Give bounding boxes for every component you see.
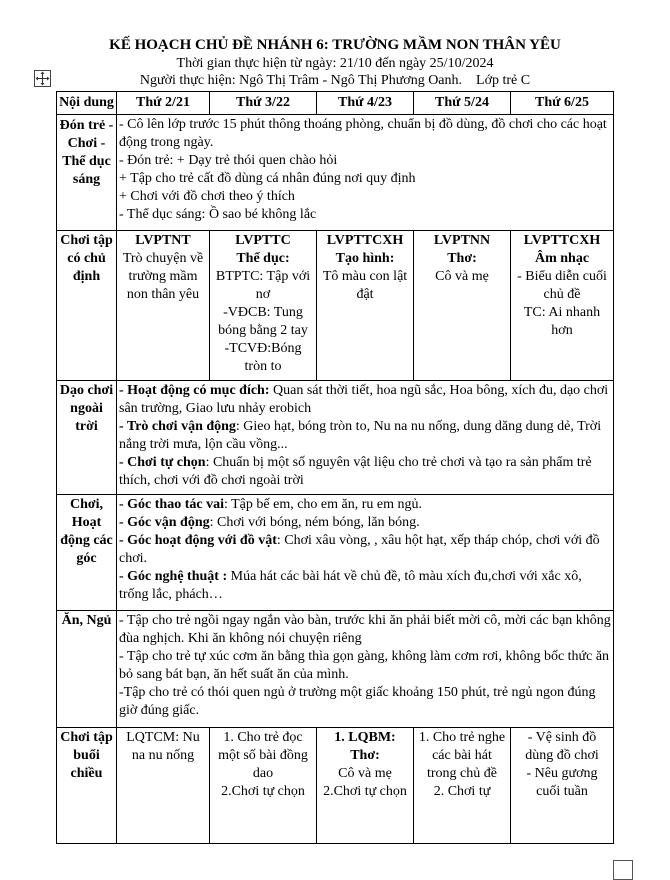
table-cell <box>117 495 614 611</box>
column-header: Thứ 3/22 <box>210 92 317 115</box>
table-cell <box>414 728 511 844</box>
item-text: Quan sát thời tiết, hoa ngũ sắc, Hoa bông, xích đu, dạo chơi sân trường, Giao lưu nhảy erobich <box>119 383 609 416</box>
row-label: Dạo chơi ngoài trời <box>57 381 117 495</box>
text-line: - Tập cho trẻ tự xúc cơm ăn bằng thìa gọn gàng, không làm cơm rơi, không bốc thức ăn bỏ sang bát bạn, ăn hết suất ăn của mình. <box>119 649 610 682</box>
text-line: TC: Ai nhanh hơn <box>523 305 601 338</box>
text-line <box>119 496 611 514</box>
text-line: - Nêu gương cuối tuần <box>526 766 598 799</box>
class-name: Lớp trẻ C <box>476 73 531 88</box>
text-line: + Tập cho trẻ cất đồ dùng cá nhân đúng nơi quy định <box>119 171 416 186</box>
text-line: -Tập cho trẻ có thói quen ngủ ở trường một giấc khoảng 150 phút, trẻ ngủ ngon đúng giờ đúng giấc. <box>119 685 596 718</box>
item-text: : Chơi xâu vòng, , xâu hột hạt, xếp tháp chóp, chơi với đồ chơi. <box>119 533 600 566</box>
table-cell <box>317 728 414 844</box>
item-heading: - Góc nghệ thuật : <box>119 569 228 584</box>
table-row <box>57 231 614 381</box>
text-line: Trò chuyện về trường mầm non thân yêu <box>122 251 204 302</box>
table-cell <box>414 231 511 381</box>
text-line <box>119 532 611 568</box>
item-heading: - Chơi tự chọn <box>119 455 206 470</box>
text-line: -TCVĐ:Bóng tròn to <box>224 341 302 374</box>
text-line: - Cô lên lớp trước 15 phút thông thoáng phòng, chuẩn bị đồ dùng, đồ chơi cho các hoạt động trong ngày. <box>119 117 607 150</box>
text-line <box>119 454 611 490</box>
page-title: KẾ HOẠCH CHỦ ĐỀ NHÁNH 6: TRƯỜNG MẦM NON THÂN YÊU <box>109 37 561 53</box>
text-line <box>119 514 611 532</box>
row-label: Chơi, Hoạt động các góc <box>57 495 117 611</box>
area-label: LVPTNN <box>433 233 491 248</box>
text-line: - Tập cho trẻ ngồi ngay ngắn vào bàn, trước khi ăn phải biết mời cô, mời các bạn không đùa nghịch. Khi ăn không nói chuyện riêng <box>119 613 611 646</box>
text-line: - Đón trẻ: + Dạy trẻ thói quen chào hỏi <box>119 153 338 168</box>
text-line: BTPTC: Tập với nơ <box>215 269 311 302</box>
text-line: Cô và mẹ <box>435 269 489 284</box>
column-header: Thứ 6/25 <box>511 92 614 115</box>
row-label: Đón trẻ - Chơi - Thể dục sáng <box>57 115 117 231</box>
text-line: 1. Cho trẻ đọc một số bài đồng dao <box>218 730 308 781</box>
item-heading: - Góc vận động <box>119 515 210 530</box>
subtitle: Thể dục: <box>236 251 290 266</box>
item-heading: - Hoạt động có mục đích: <box>119 383 270 398</box>
text-line: 1. Cho trẻ nghe các bài hát trong chủ đề <box>418 730 506 781</box>
text-line: 2. Chơi tự <box>433 784 491 799</box>
area-label: LVPTNT <box>135 233 191 248</box>
table-resize-handle[interactable] <box>613 860 633 880</box>
table-cell <box>511 728 614 844</box>
area-label: LVPTTCXH <box>523 233 601 248</box>
staff-line <box>0 73 670 89</box>
table-cell <box>117 728 210 844</box>
row-label: Chơi tập buổi chiều <box>57 728 117 844</box>
table-cell <box>511 231 614 381</box>
text-line: 2.Chơi tự chọn <box>221 784 305 799</box>
text-line: 2.Chơi tự chọn <box>323 784 407 799</box>
text-line: -VĐCB: Tung bóng bằng 2 tay <box>218 305 308 338</box>
item-heading: - Góc thao tác vai <box>119 497 224 512</box>
table-cell <box>210 728 317 844</box>
area-label: LVPTTC <box>235 233 291 248</box>
table-cell <box>117 231 210 381</box>
item-text: : Gieo hạt, bóng tròn to, Nu na nu nống, dung dăng dung dẻ, Trời nắng trời mưa, lộn cầu vồng... <box>119 419 602 452</box>
text-line: - Vệ sinh đồ dùng đồ chơi <box>525 730 599 763</box>
text-line <box>119 382 611 418</box>
text-line: LQTCM: Nu na nu nống <box>126 730 200 763</box>
item-heading: 1. LQBM: <box>334 730 396 745</box>
table-row <box>57 381 614 495</box>
staff-names: Người thực hiện: Ngô Thị Trâm - Ngô Thị Phương Oanh. <box>139 73 463 88</box>
text-line: Cô và mẹ <box>338 766 392 781</box>
column-header: Thứ 2/21 <box>117 92 210 115</box>
subtitle: Thơ: <box>350 748 380 763</box>
table-row <box>57 611 614 728</box>
subtitle: Âm nhạc <box>534 251 590 266</box>
row-label: Ăn, Ngủ <box>57 611 117 728</box>
row-label: Chơi tập có chủ định <box>57 231 117 381</box>
table-cell <box>317 231 414 381</box>
item-text: : Chuẩn bị một số nguyên vật liệu cho trẻ chơi và tạo ra sản phẩm trẻ thích, chơi với đồ chơi ngoài trời <box>119 455 592 488</box>
text-line <box>119 418 611 454</box>
table-row <box>57 115 614 231</box>
item-text: Múa hát các bài hát về chủ đề, tô màu xích đu,chơi với xắc xô, trống lắc, phách… <box>119 569 582 602</box>
subtitle: Tạo hình: <box>335 251 395 266</box>
text-line: + Chơi với đồ chơi theo ý thích <box>119 189 295 204</box>
area-label: LVPTTCXH <box>326 233 404 248</box>
table-move-icon[interactable] <box>34 70 51 87</box>
text-line <box>119 568 611 604</box>
table-cell <box>117 115 614 231</box>
item-text: : Tập bế em, cho em ăn, ru em ngủ. <box>223 497 423 512</box>
table-row <box>57 728 614 844</box>
text-line: Tô màu con lật đật <box>322 269 408 302</box>
column-header: Thứ 5/24 <box>414 92 511 115</box>
plan-table <box>56 91 614 844</box>
column-header: Nội dung <box>57 92 117 115</box>
text-line: - Biểu diễn cuối chủ đề <box>517 269 607 302</box>
table-row <box>57 495 614 611</box>
table-header-row <box>57 92 614 115</box>
subtitle: Thơ: <box>447 251 477 266</box>
text-line: - Thể dục sáng: Ồ sao bé không lắc <box>119 207 317 222</box>
table-cell <box>117 381 614 495</box>
table-cell <box>210 231 317 381</box>
item-heading: - Góc hoạt động với đồ vật <box>119 533 277 548</box>
item-heading: - Trò chơi vận động <box>119 419 236 434</box>
item-text: : Chơi với bóng, ném bóng, lăn bóng. <box>209 515 420 530</box>
table-cell <box>117 611 614 728</box>
column-header: Thứ 4/23 <box>317 92 414 115</box>
time-range: Thời gian thực hiện từ ngày: 21/10 đến ngày 25/10/2024 <box>176 56 494 71</box>
